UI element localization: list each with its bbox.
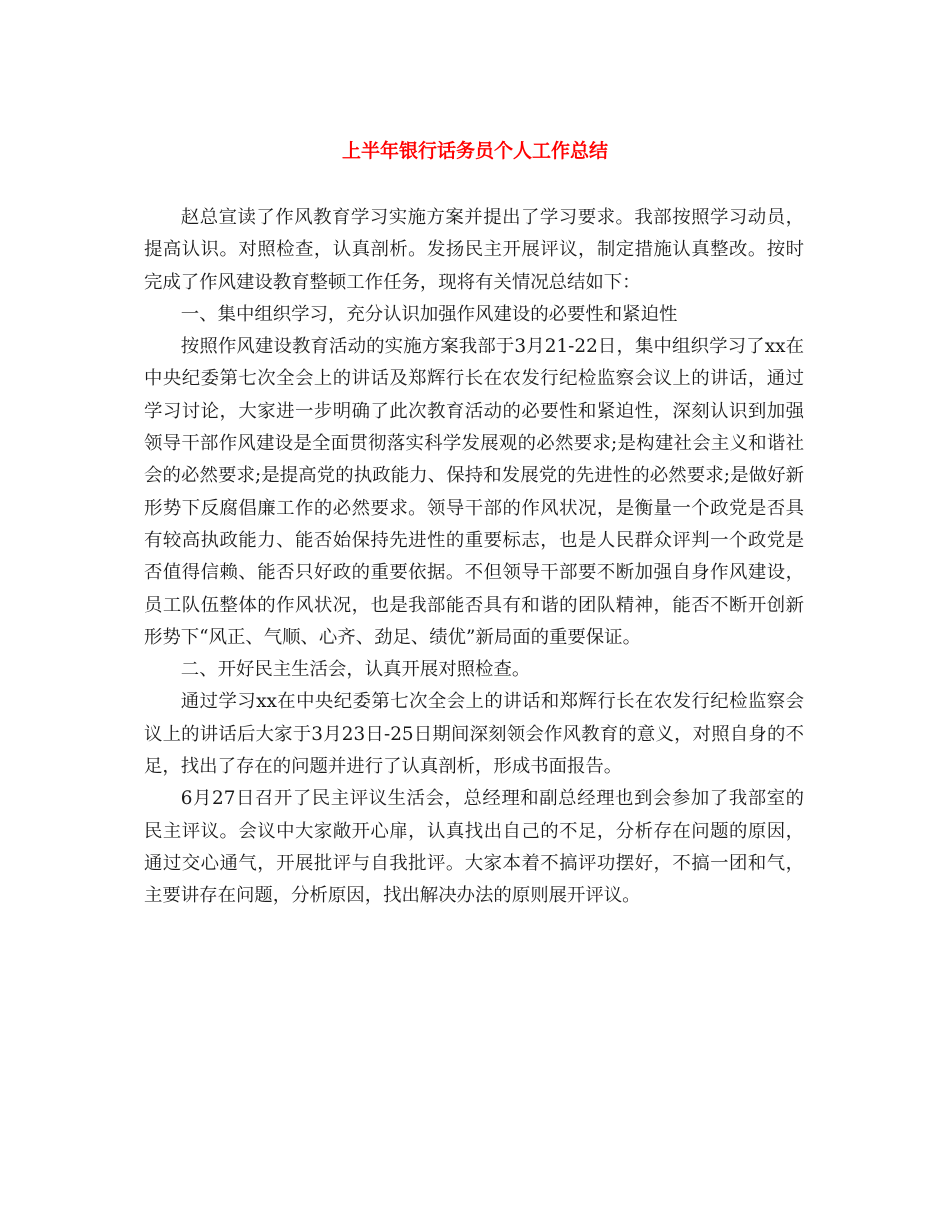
document-title: 上半年银行话务员个人工作总结 (341, 140, 608, 162)
section-heading-1: 一、集中组织学习，充分认识加强作风建设的必要性和紧迫性 (180, 303, 678, 325)
section-heading-2: 二、开好民主生活会，认真开展对照检查。 (180, 659, 531, 681)
paragraph-review: 通过学习xx在中央纪委第七次全会上的讲话和郑辉行长在农发行纪检监察会议上的讲话后大家于3月23日-25日期间深刻领会作风教育的意义，对照自身的不足，找出了存在的问题并进行了认真剖析，形成书面报告。 (144, 691, 804, 778)
paragraph-intro: 赵总宣读了作风教育学习实施方案并提出了学习要求。我部按照学习动员，提高认识。对照检查，认真剖析。发扬民主开展评议，制定措施认真整改。按时完成了作风建设教育整顿工作任务，现将有关情况总结如下： (144, 207, 804, 293)
paragraph-study: 按照作风建设教育活动的实施方案我部于3月21-22日，集中组织学习了xx在中央纪委第七次全会上的讲话及郑辉行长在农发行纪检监察会议上的讲话，通过学习讨论，大家进一步明确了此次教育活动的必要性和紧迫性，深刻认识到加强领导干部作风建设是全面贯彻落实科学发展观的必然要求;是构建社会主义和谐社会的必然要求;是提高党的执政能力、保持和发展党的先进性的必然要求;是做好新形势下反腐倡廉工作的必然要求。领导干部的作风状况，是衡量一个政党是否具有较高执政能力、能否始保持先进性的重要标志，也是人民群众评判一个政党是否值得信赖、能否只好政的重要依据。不但领导干部要不断加强自身作风建设，员工队伍整体的作风状况，也是我部能否具有和谐的团队精神，能否不断开创新形势下“风正、气顺、心齐、劲足、绩优”新局面的重要保证。 (144, 336, 804, 648)
document-body (144, 202, 804, 913)
paragraph-meeting: 6月27日召开了民主评议生活会，总经理和副总经理也到会参加了我部室的民主评议。会议中大家敞开心扉，认真找出自己的不足，分析存在问题的原因，通过交心通气，开展批评与自我批评。大家本着不搞评功摆好，不搞一团和气，主要讲存在问题，分析原因，找出解决办法的原则展开评议。 (144, 788, 804, 907)
